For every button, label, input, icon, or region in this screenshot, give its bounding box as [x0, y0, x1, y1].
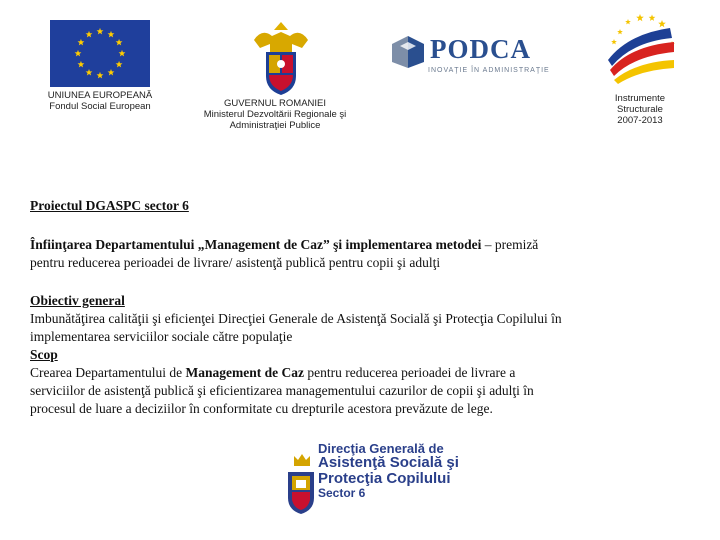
- project-heading-rest: – premiză: [481, 237, 539, 252]
- star-icon: [649, 15, 656, 21]
- objective-line2: implementarea serviciilor sociale către populaţie: [30, 329, 293, 344]
- podca-logo: [388, 30, 548, 80]
- scope-line2: serviciilor de asistenţă publică şi eficientizarea managementului cazurilor de copii şi adulţi în: [30, 383, 534, 398]
- objective-label: Obiectiv general: [30, 293, 125, 308]
- star-icon: [611, 39, 617, 44]
- gov-caption-line1: GUVERNUL ROMANIEI: [223, 98, 327, 109]
- star-icon: [658, 20, 666, 27]
- scope-line1: [30, 364, 710, 382]
- eu-flag-logo: [50, 20, 150, 87]
- gov-caption-line3: Administraţiei Publice: [229, 120, 321, 131]
- eu-caption-line1: UNIUNEA EUROPEANĂ: [47, 90, 153, 101]
- dgaspc-logo: [284, 440, 464, 530]
- project-title-text: Proiectul DGASPC sector 6: [30, 198, 189, 213]
- scope-line1-a: Crearea Departamentului de: [30, 365, 186, 380]
- objective-section: [30, 292, 710, 418]
- project-heading-line1: [30, 236, 700, 254]
- instrumente-caption-line1: Instrumente: [614, 93, 666, 104]
- eu-caption-line2: Fondul Social European: [49, 101, 151, 112]
- instrumente-caption-line2: Structurale: [617, 104, 663, 115]
- scope-label: Scop: [30, 347, 58, 362]
- project-heading-bold: Înfiinţarea Departamentului „Management de Caz” şi implementarea metodei: [30, 237, 482, 252]
- crown-icon: [292, 452, 312, 468]
- instrumente-caption-line3: 2007-2013: [617, 115, 663, 126]
- project-title: [30, 197, 189, 215]
- dgaspc-line1: Direcţia Generală de: [318, 441, 444, 456]
- instrumente-structurale-logo: [600, 12, 678, 90]
- podca-tagline: INOVAŢIE ÎN ADMINISTRAŢIE: [428, 67, 550, 74]
- project-heading: [30, 236, 700, 272]
- sector6-crest-icon: [284, 468, 318, 516]
- dgaspc-line2: Asistenţă Socială şi: [318, 454, 459, 471]
- star-icon: [617, 29, 623, 34]
- podca-cube-icon: [388, 32, 428, 72]
- scope-line1-bold: Management de Caz: [185, 365, 305, 380]
- dgaspc-line4: Sector 6: [318, 486, 366, 500]
- scope-line1-b: pentru reducerea perioadei de livrare a: [304, 365, 516, 380]
- dgaspc-line3: Protecţia Copilului: [318, 470, 451, 487]
- eu-caption: [35, 90, 165, 112]
- scope-line3: procesul de luare a deciziilor în conformitate cu drepturile acestora prevăzute de lege.: [30, 401, 493, 416]
- instrumente-caption: [600, 93, 680, 126]
- star-icon: [636, 14, 644, 21]
- objective-line1: Imbunătăţirea calităţii şi eficienţei Direcţiei Generale de Asistenţă Socială şi Protecţia Copilului în: [30, 311, 562, 326]
- podca-name: PODCA: [430, 34, 531, 64]
- star-icon: [625, 19, 631, 24]
- gov-caption: [180, 98, 370, 131]
- project-heading-line2: pentru reducerea perioadei de livrare/ asistenţă publică pentru copii şi adulţi: [30, 255, 441, 270]
- dgaspc-text: [318, 442, 459, 500]
- romania-coat-of-arms-icon: [248, 18, 314, 98]
- gov-caption-line2: Ministerul Dezvoltării Regionale şi: [203, 109, 347, 120]
